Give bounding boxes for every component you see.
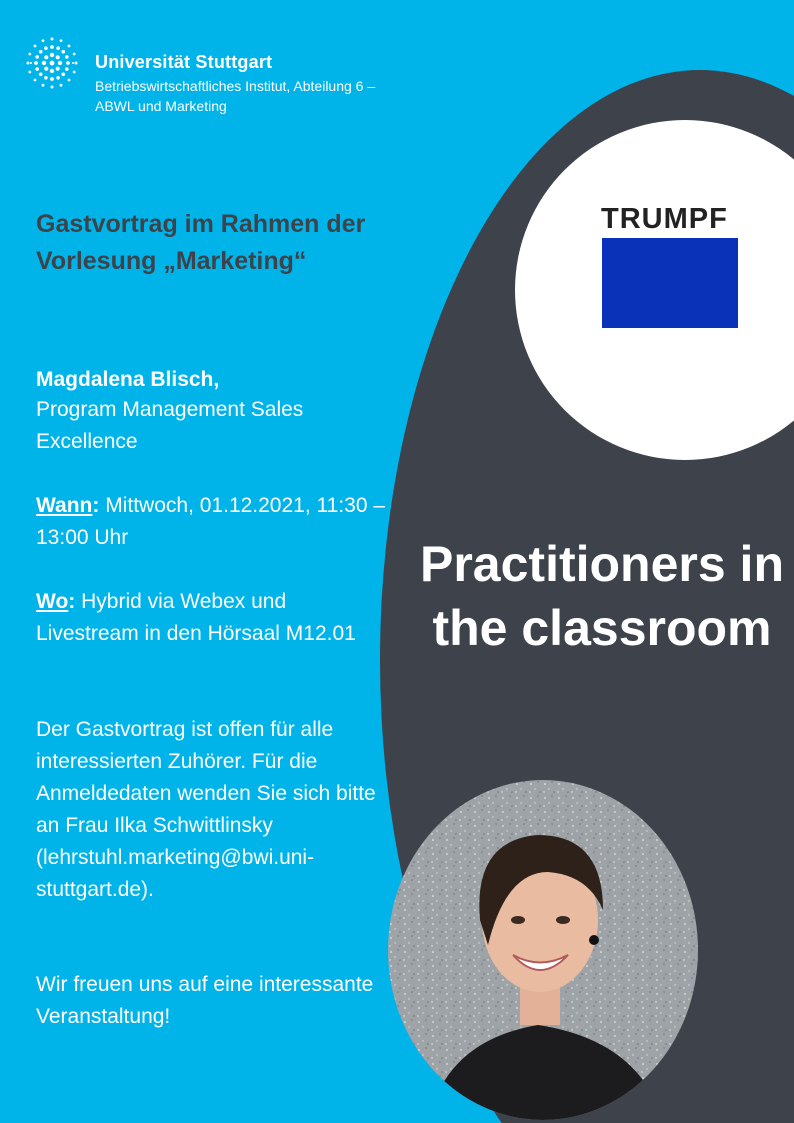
when-value: Mittwoch, 01.12.2021, 11:30 – 13:00 Uhr [36,494,386,549]
event-where [36,586,366,650]
university-logo-icon [22,33,82,93]
event-when [36,490,386,554]
when-label: Wann [36,494,93,517]
where-label: Wo [36,590,69,613]
speaker-name: Magdalena Blisch, [36,368,220,391]
trumpf-logo-box [602,238,738,328]
when-colon: : [92,494,100,517]
where-colon: : [68,590,76,613]
event-headline: Gastvortrag im Rahmen der Vorlesung „Marketing“ [36,210,366,275]
closing-text: Wir freuen uns auf eine interessante Veranstaltung! [36,973,374,1028]
trumpf-logo-text: TRUMPF [601,203,728,235]
institute-line-1: Betriebswirtschaftliches Institut, Abteilung 6 – [95,78,376,94]
speaker-role: Program Management Sales Excellence [36,398,304,453]
where-value: Hybrid via Webex und Livestream in den Hörsaal M12.01 [36,590,356,645]
institute-line-2: ABWL und Marketing [95,98,227,114]
registration-info: Der Gastvortrag ist offen für alle interessierten Zuhörer. Für die Anmeldedaten wenden Sie sich bitte an Frau Ilka Schwittlinsky (lehrstuhl.marketing@bwi.uni-stuttgart.de). [36,718,376,901]
tagline: Practitioners in the classroom [420,536,784,656]
university-name: Universität Stuttgart [95,52,273,72]
speaker-photo [388,780,698,1120]
